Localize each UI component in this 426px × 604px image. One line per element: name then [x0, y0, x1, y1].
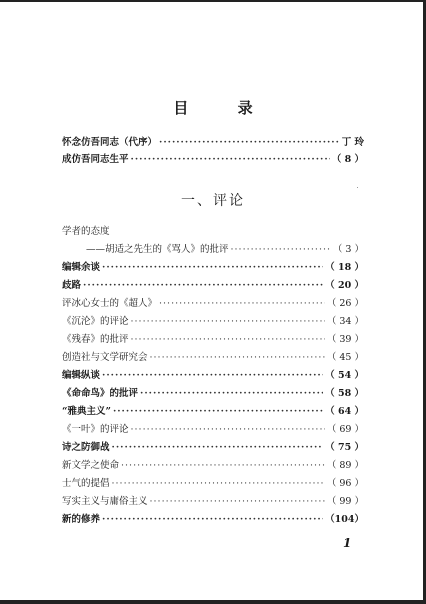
dot-leader: [102, 513, 323, 527]
toc-entry[interactable]: [62, 333, 364, 347]
toc-entry-label: “雅典主义”: [62, 406, 111, 417]
scan-speck: [357, 187, 358, 188]
toc-entry[interactable]: [62, 405, 364, 419]
dot-leader: [131, 423, 325, 437]
toc-entry-label: 《沉沦》的评论: [62, 316, 129, 327]
toc-entry-page: （ 96 ）: [326, 478, 364, 489]
dot-leader: [150, 495, 325, 509]
toc-entry-label: 《残春》的批评: [62, 334, 129, 345]
toc-entry-biography[interactable]: [62, 153, 364, 167]
toc-entry[interactable]: [62, 495, 364, 509]
toc-entry-page: （ 64 ）: [325, 406, 364, 417]
toc-entry-page: （ 39 ）: [326, 334, 364, 345]
dot-leader: [113, 405, 323, 419]
dot-leader: [159, 136, 340, 150]
toc-entry-label: 成仿吾同志生平: [62, 154, 129, 165]
toc-entry-label: 歧路: [62, 280, 82, 291]
dot-leader: [159, 297, 325, 311]
toc-entry-label: 编辑纵谈: [62, 370, 101, 381]
toc-entry-page: （ 8 ）: [331, 154, 364, 165]
toc-entry-page: （104）: [325, 514, 364, 525]
dot-leader: [121, 459, 325, 473]
toc-entry-label: 士气的提倡: [62, 478, 110, 489]
toc-entry-page: 丁 玲: [341, 137, 364, 148]
toc-entry-label: 《一叶》的评论: [62, 424, 129, 435]
dot-leader: [83, 279, 323, 293]
toc-entry[interactable]: [62, 423, 364, 437]
toc-entry[interactable]: [62, 387, 364, 401]
toc-entry-page: （ 45 ）: [326, 352, 364, 363]
dot-leader: [102, 369, 323, 383]
toc-entry[interactable]: [62, 369, 364, 383]
dot-leader: [131, 333, 325, 347]
toc-entry-label: 新文学之使命: [62, 460, 120, 471]
dot-leader: [140, 387, 323, 401]
section-heading: 一、评论: [181, 193, 245, 209]
toc-entry-label: 怀念仿吾同志（代序）: [62, 137, 158, 148]
toc-entry-page: （ 26 ）: [326, 298, 364, 309]
toc-entry-label: 写实主义与庸俗主义: [62, 496, 148, 507]
toc-entry-label: 诗之防御战: [62, 442, 110, 453]
toc-entry[interactable]: [62, 315, 364, 329]
dot-leader: [102, 261, 323, 275]
toc-entry[interactable]: [62, 351, 364, 365]
dot-leader: [131, 315, 325, 329]
toc-entry-label: 《命命鸟》的批评: [62, 388, 139, 399]
page-title: 目 录: [173, 99, 275, 117]
toc-entry-page: （ 99 ）: [326, 496, 364, 507]
toc-entry-label: 新的修养: [62, 514, 101, 525]
toc-entry-page: （ 58 ）: [325, 388, 364, 399]
page-number: 1: [343, 536, 352, 550]
dot-leader: [131, 153, 330, 167]
toc-entry-page: （ 75 ）: [325, 442, 364, 453]
toc-entry-page: （ 18 ）: [325, 262, 364, 273]
toc-entry-page: （ 54 ）: [325, 370, 364, 381]
toc-entry-page: （ 20 ）: [325, 280, 364, 291]
toc-entry-preface[interactable]: [62, 136, 364, 150]
toc-entry-label: ——胡适之先生的《骂人》的批评: [86, 244, 229, 255]
toc-entry[interactable]: [62, 477, 364, 491]
dot-leader: [112, 441, 324, 455]
toc-entry[interactable]: [62, 297, 364, 311]
toc-entry[interactable]: [86, 243, 364, 257]
dot-leader: [231, 243, 331, 257]
toc-entry[interactable]: [62, 441, 364, 455]
toc-entry-label: 编辑余谈: [62, 262, 101, 273]
toc-entry-page: （ 3 ）: [332, 244, 364, 255]
toc-heading-scholar-attitude: 学者的态度: [62, 226, 110, 237]
toc-entry-label: 创造社与文学研究会: [62, 352, 148, 363]
dot-leader: [150, 351, 325, 365]
toc-entry[interactable]: [62, 261, 364, 275]
toc-entry-page: （ 34 ）: [326, 316, 364, 327]
toc-entry-label: 评冰心女士的《超人》: [62, 298, 158, 309]
dot-leader: [112, 477, 325, 491]
toc-entry[interactable]: [62, 279, 364, 293]
toc-entry-page: （ 69 ）: [326, 424, 364, 435]
toc-entry[interactable]: [62, 459, 364, 473]
toc-entry[interactable]: [62, 513, 364, 527]
toc-entry-page: （ 89 ）: [326, 460, 364, 471]
